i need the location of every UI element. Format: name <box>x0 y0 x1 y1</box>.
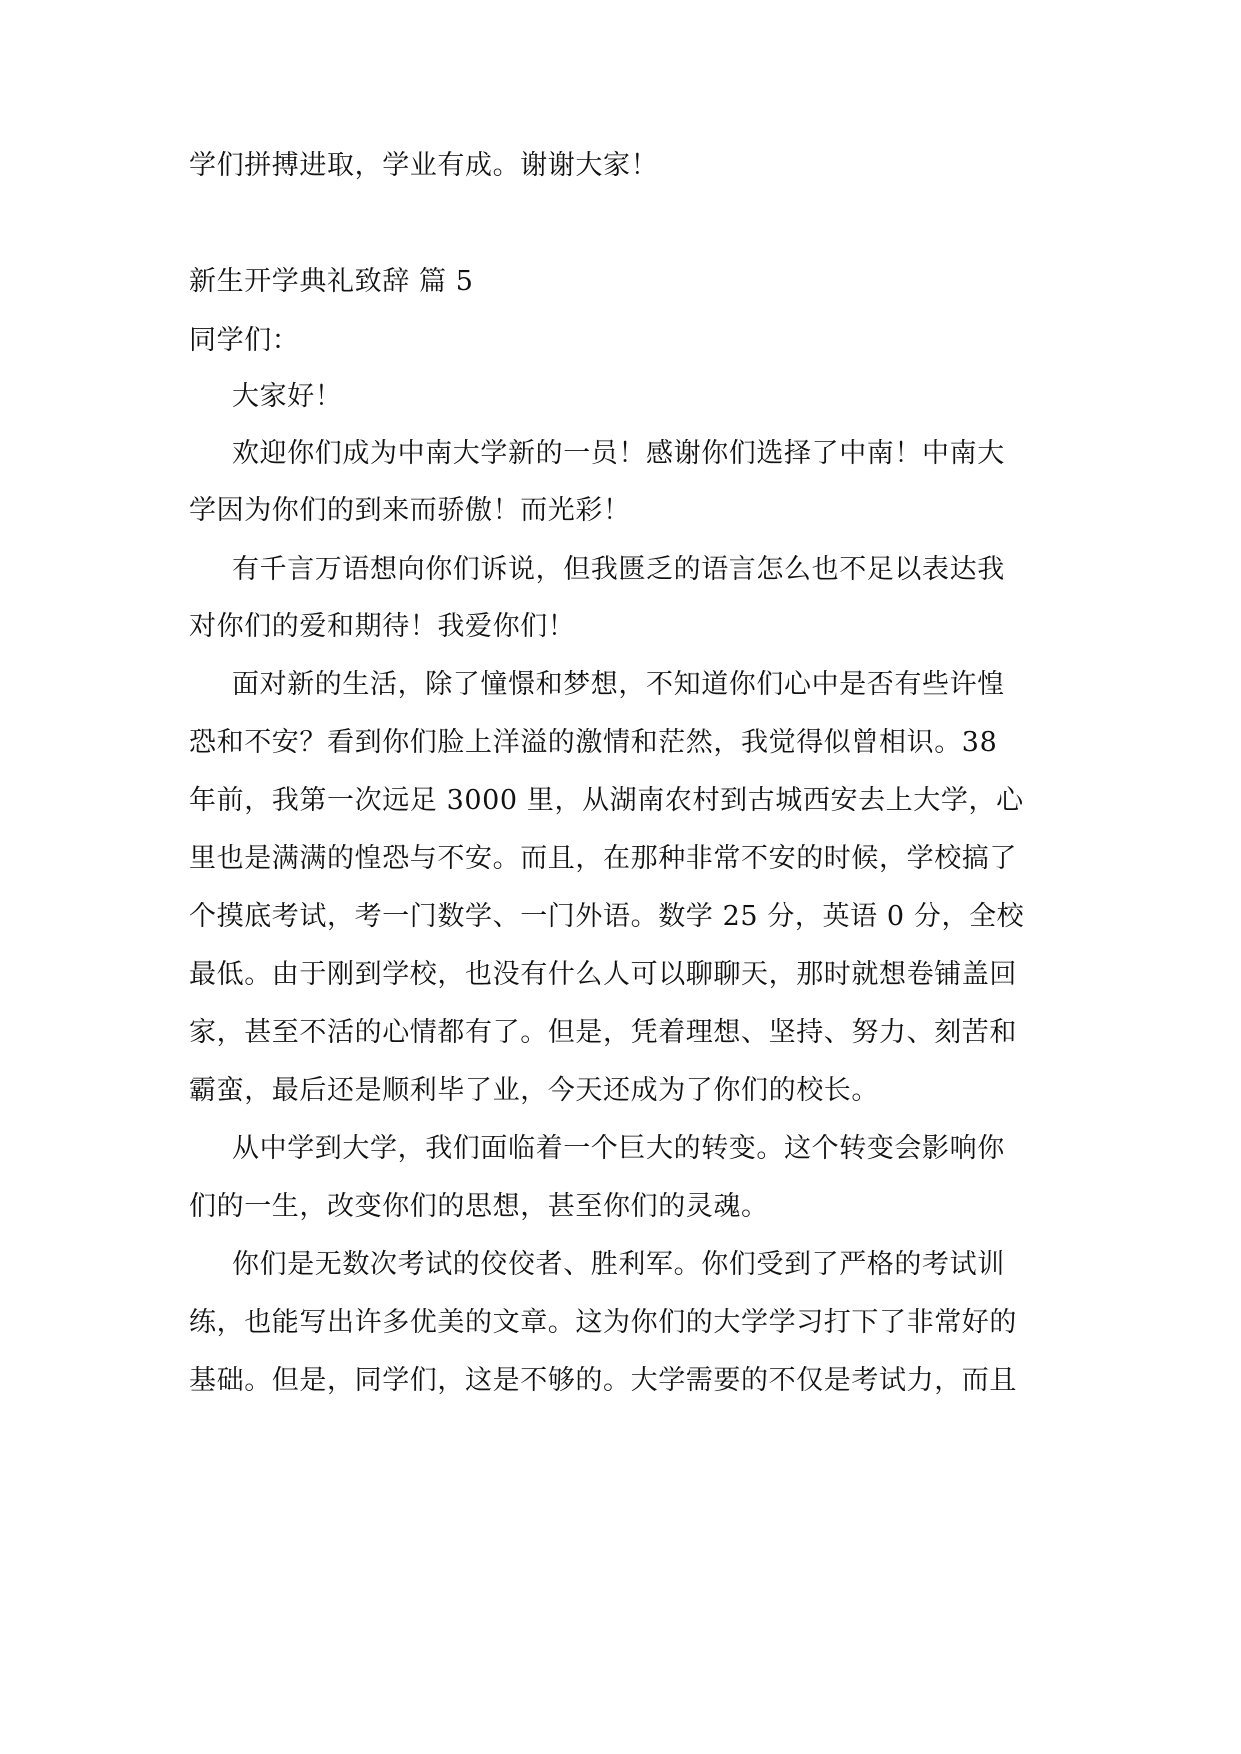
paragraph-line: 们的一生，改变你们的思想，甚至你们的灵魂。 <box>189 1191 769 1222</box>
paragraph-line: 你们是无数次考试的佼佼者、胜利军。你们受到了严格的考试训 <box>232 1249 1005 1280</box>
paragraph-line: 家，甚至不活的心情都有了。但是，凭着理想、坚持、努力、刻苦和 <box>189 1017 1017 1048</box>
paragraph-line: 学因为你们的到来而骄傲！而光彩！ <box>189 495 631 526</box>
paragraph-line: 有千言万语想向你们诉说，但我匮乏的语言怎么也不足以表达我 <box>232 554 1005 585</box>
paragraph-line: 面对新的生活，除了憧憬和梦想，不知道你们心中是否有些许惶 <box>232 669 1005 700</box>
paragraph-line: 年前，我第一次远足 3000 里，从湖南农村到古城西安去上大学，心 <box>189 785 1024 816</box>
paragraph-line: 里也是满满的惶恐与不安。而且，在那种非常不安的时候，学校搞了 <box>189 843 1017 874</box>
paragraph-line: 恐和不安？看到你们脸上洋溢的激情和茫然，我觉得似曾相识。38 <box>189 727 998 758</box>
greeting: 大家好！ <box>232 381 343 412</box>
paragraph-line: 欢迎你们成为中南大学新的一员！感谢你们选择了中南！中南大 <box>232 438 1005 469</box>
section-heading: 新生开学典礼致辞 篇 5 <box>189 266 474 297</box>
paragraph-line: 练，也能写出许多优美的文章。这为你们的大学学习打下了非常好的 <box>189 1307 1017 1338</box>
paragraph-line: 基础。但是，同学们，这是不够的。大学需要的不仅是考试力，而且 <box>189 1365 1017 1396</box>
paragraph-line: 霸蛮，最后还是顺利毕了业，今天还成为了你们的校长。 <box>189 1075 879 1106</box>
paragraph-line: 最低。由于刚到学校，也没有什么人可以聊聊天，那时就想卷铺盖回 <box>189 959 1017 990</box>
paragraph-line: 对你们的爱和期待！我爱你们！ <box>189 611 576 642</box>
paragraph-line: 个摸底考试，考一门数学、一门外语。数学 25 分，英语 0 分，全校 <box>189 901 1025 932</box>
paragraph-line: 从中学到大学，我们面临着一个巨大的转变。这个转变会影响你 <box>232 1133 1005 1164</box>
closing-line: 学们拼搏进取，学业有成。谢谢大家！ <box>189 150 659 181</box>
salutation: 同学们： <box>189 325 300 356</box>
